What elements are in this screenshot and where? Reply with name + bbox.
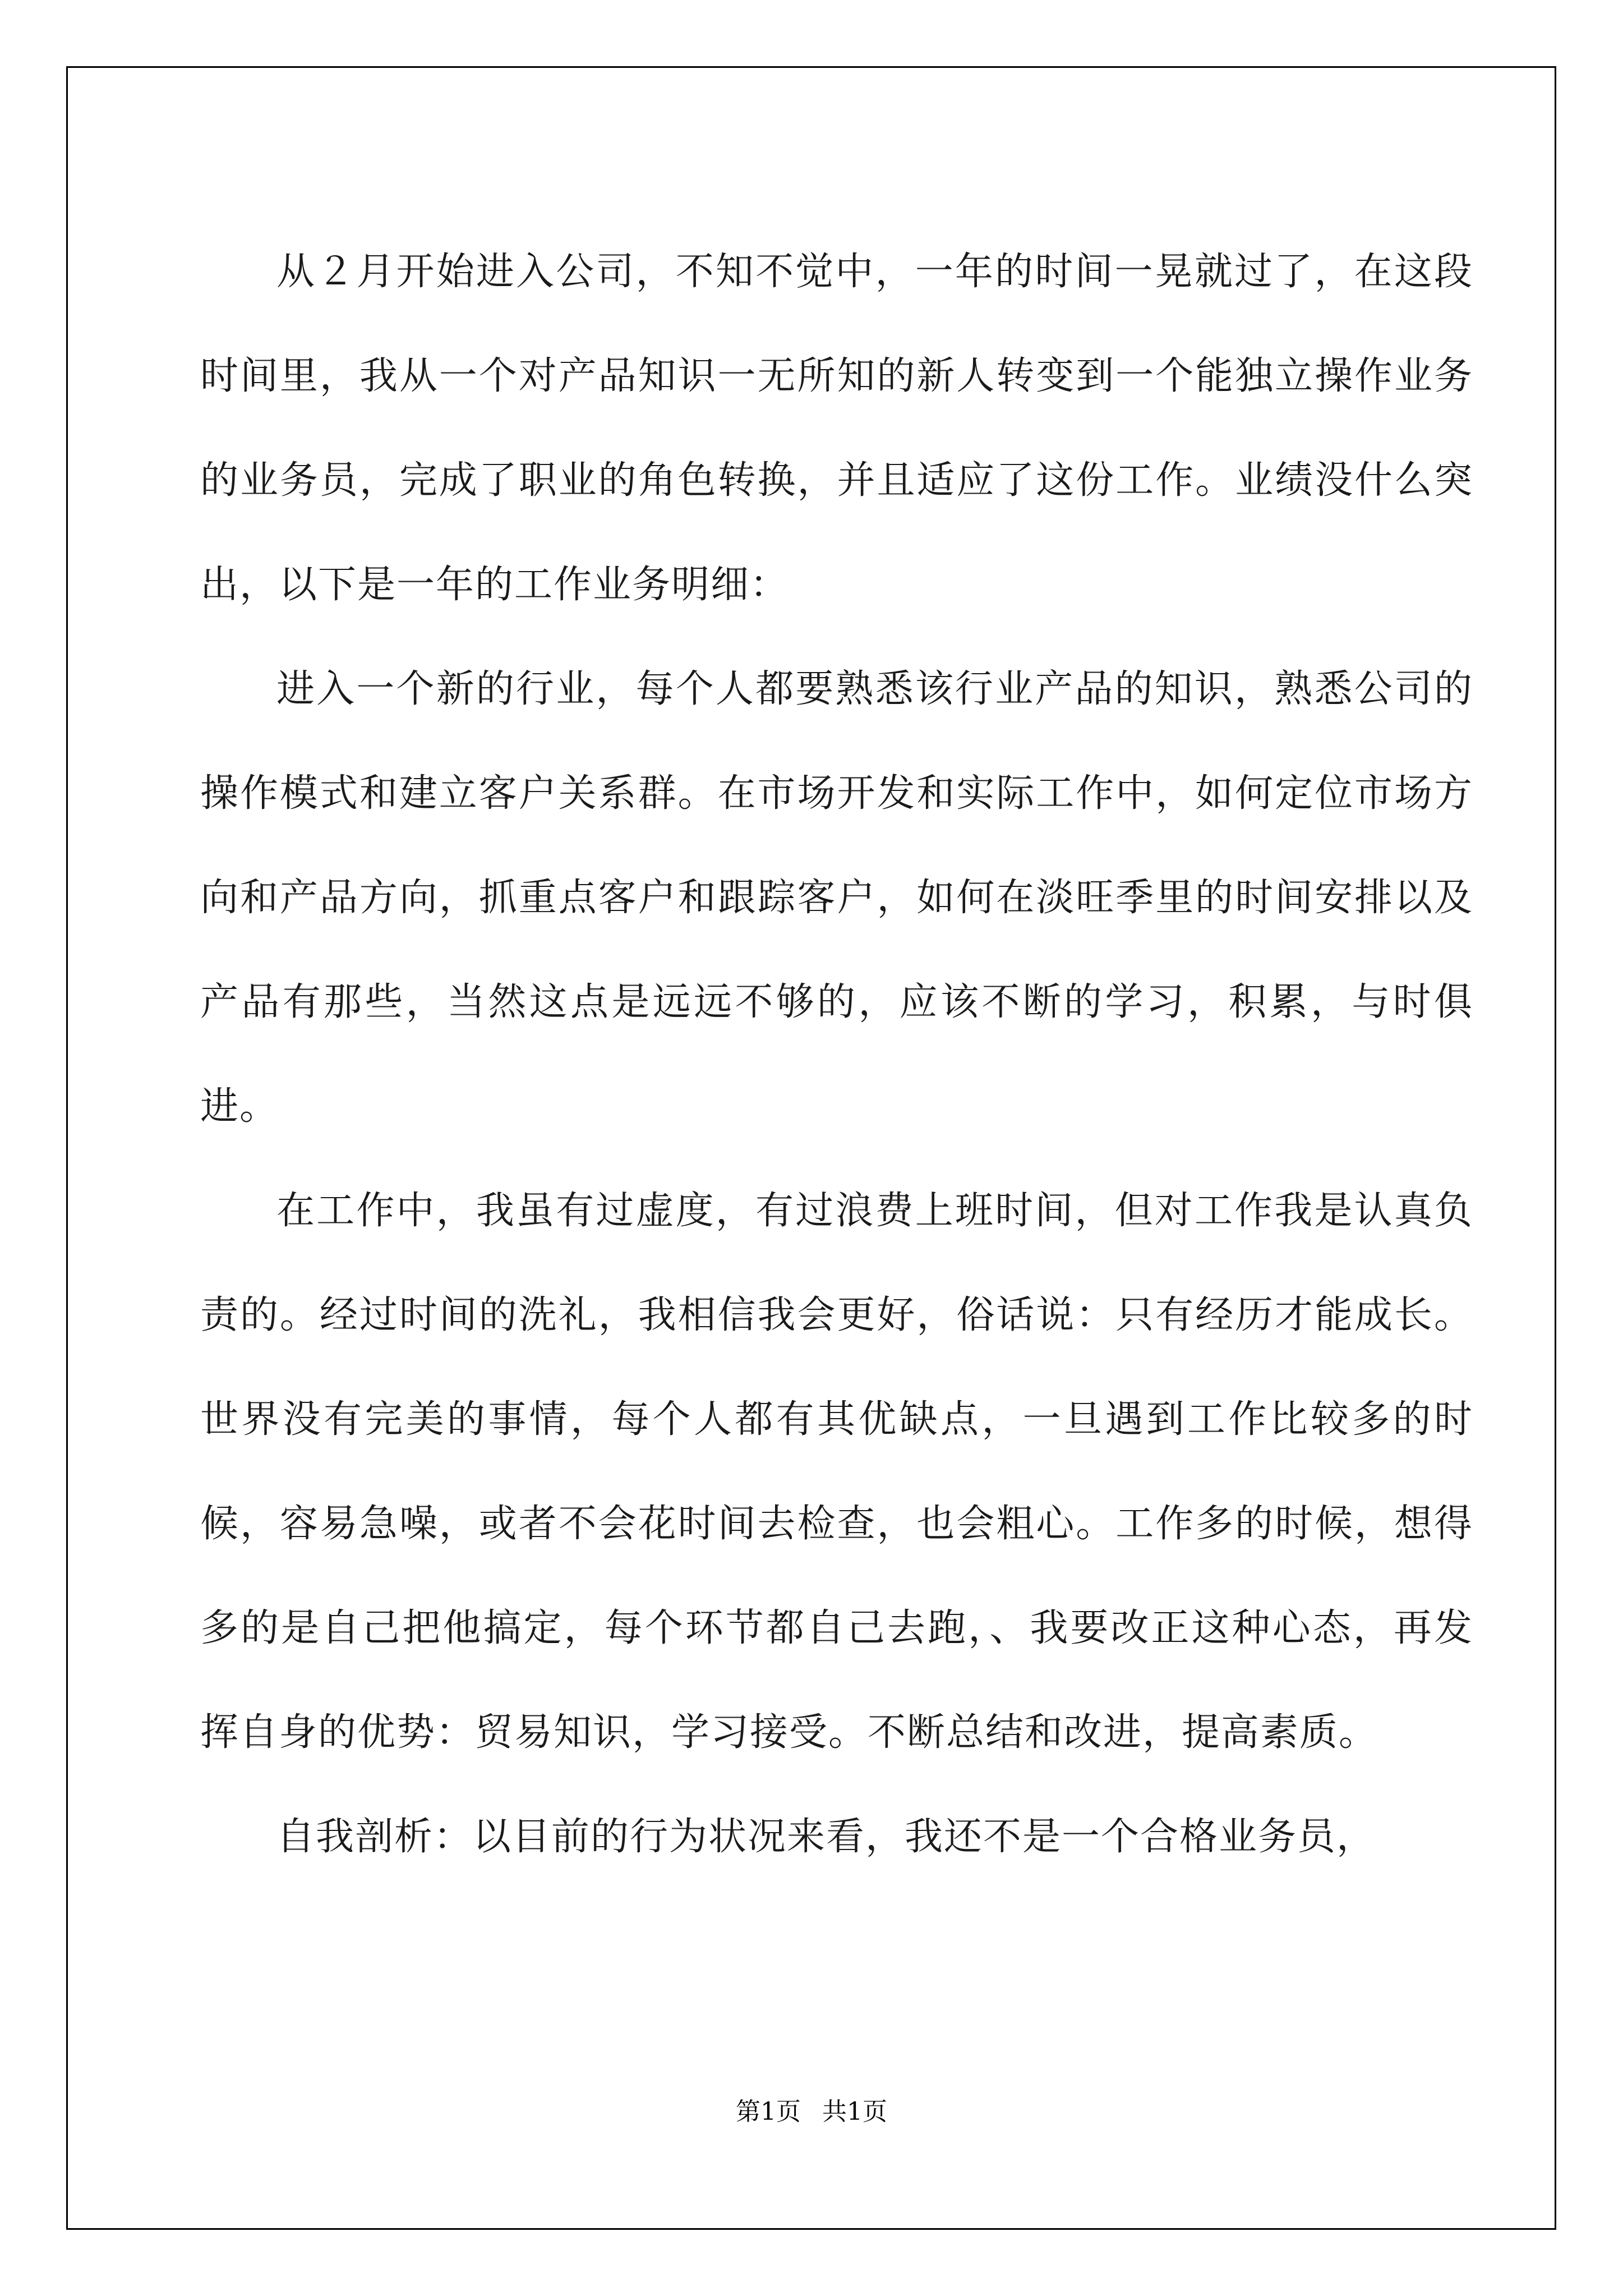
paragraph-2: 进入一个新的行业，每个人都要熟悉该行业产品的知识，熟悉公司的操作模式和建立客户关系群。在市场开发和实际工作中，如何定位市场方向和产品方向，抓重点客户和跟踪客户，如何在淡旺季里的时间安排以及产品有那些，当然这点是远远不够的，应该不断的学习，积累，与时俱进。 [200, 667, 1473, 1129]
paragraph-4: 自我剖析：以目前的行为状况来看，我还不是一个合格业务员， [276, 1815, 1376, 1859]
paragraph-3: 在工作中，我虽有过虚度，有过浪费上班时间，但对工作我是认真负责的。经过时间的洗礼，我相信我会更好，俗话说：只有经历才能成长。世界没有完美的事情，每个人都有其优缺点，一旦遇到工作比较多的时候，容易急噪，或者不会花时间去检查，也会粗心。工作多的时候，想得多的是自己把他搞定，每个环节都自己去跑，、我要改正这种心态，再发挥自身的优势：贸易知识，学习接受。不断总结和改进，提高素质。 [200, 1189, 1473, 1755]
paragraph-1: 从２月开始进入公司，不知不觉中，一年的时间一晃就过了，在这段时间里，我从一个对产品知识一无所知的新人转变到一个能独立操作业务的业务员，完成了职业的角色转换，并且适应了这份工作。业绩没什么突出，以下是一年的工作业务明细： [200, 250, 1473, 607]
document-body [200, 220, 1473, 1889]
page-number: 第1页 [736, 2097, 801, 2126]
page-footer [0, 2091, 1623, 2127]
page-total: 共1页 [822, 2097, 887, 2126]
